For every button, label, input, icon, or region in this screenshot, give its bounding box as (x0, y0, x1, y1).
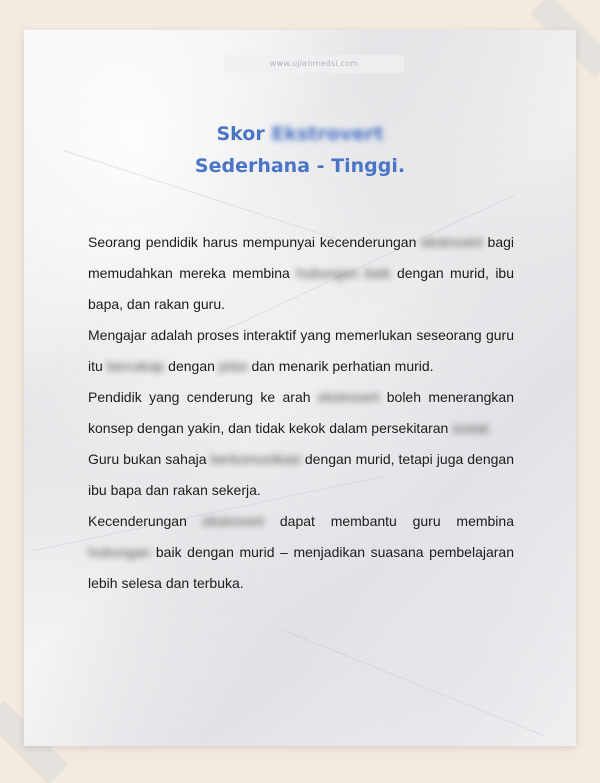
blurred-word: bercakap (106, 358, 165, 374)
text-segment: Guru bukan sahaja (88, 451, 211, 467)
blurred-word: hubungan (88, 544, 151, 560)
text-segment: Kecenderungan (88, 513, 203, 529)
page-title (24, 118, 576, 182)
crumpled-paper-card (24, 30, 576, 746)
text-segment: Mengajar adalah proses interaktif yang memerlukan seseorang guru itu (88, 327, 514, 374)
paragraph-2 (88, 320, 514, 382)
text-segment: dapat membantu guru membina (264, 513, 514, 529)
blurred-word: jelas (218, 358, 248, 374)
paragraph-3 (88, 382, 514, 444)
text-segment: dengan murid, ibu bapa, dan rakan guru. (88, 265, 514, 312)
blurred-word: sosial. (452, 420, 492, 436)
text-segment: boleh menerangkan konsep dengan yakin, dan tidak kekok dalam persekitaran (88, 389, 514, 436)
paragraph-4 (88, 444, 514, 506)
paper-crease (284, 630, 544, 736)
text-segment: dengan murid, tetapi juga dengan ibu bapa dan rakan sekerja. (88, 451, 514, 498)
text-segment: Pendidik yang cenderung ke arah (88, 389, 318, 405)
blurred-word: berkomunikasi (210, 451, 301, 467)
title-blurred-word: Ekstrovert (271, 123, 384, 145)
title-prefix: Skor (216, 123, 265, 145)
watermark: www.ujianmedsi.com (224, 55, 404, 73)
text-segment: baik dengan murid – menjadikan suasana pembelajaran lebih selesa dan terbuka. (88, 544, 514, 591)
text-segment: bagi memudahkan mereka membina (88, 234, 514, 281)
paragraph-5 (88, 506, 514, 599)
text-segment: dan menarik perhatian murid. (247, 358, 434, 374)
blurred-word: ekstrovert (317, 389, 380, 405)
document-body (88, 227, 514, 599)
text-segment: dengan (164, 358, 219, 374)
title-line-2: Sederhana - Tinggi. (194, 155, 406, 177)
text-segment: Seorang pendidik harus mempunyai kecenderungan (88, 234, 422, 250)
blurred-word: hubungan baik (296, 265, 391, 281)
blurred-word: ekstrovert (202, 513, 265, 529)
paragraph-1 (88, 227, 514, 320)
blurred-word: ekstrovert (421, 234, 483, 250)
